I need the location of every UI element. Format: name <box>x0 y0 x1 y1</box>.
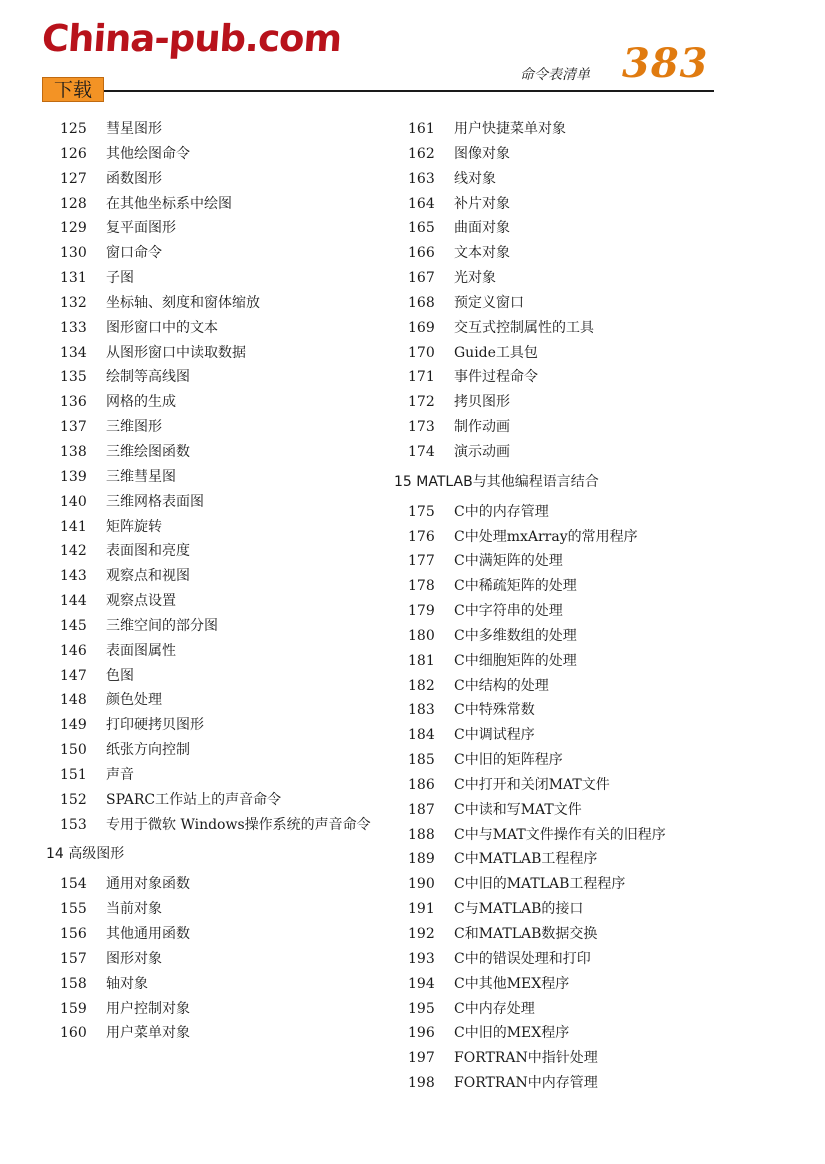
entry-number: 195 <box>408 1000 435 1017</box>
entry-text: C中读和写MAT文件 <box>454 801 582 818</box>
logo-text-china: China <box>40 17 157 60</box>
entry-number: 170 <box>408 344 435 361</box>
entry-text: 其他绘图命令 <box>106 145 190 162</box>
list-item <box>60 365 380 390</box>
list-item <box>408 365 738 390</box>
right-column <box>394 117 738 1096</box>
list-item <box>60 390 380 415</box>
entry-number: 154 <box>60 876 87 893</box>
entry-text: 在其他坐标系中绘图 <box>106 195 232 212</box>
entry-number: 159 <box>60 1000 87 1017</box>
page-number: 383 <box>622 40 709 87</box>
list-item <box>60 490 380 515</box>
entry-text: 图像对象 <box>454 145 510 162</box>
list-item <box>408 316 738 341</box>
entry-text: 纸张方向控制 <box>106 742 190 759</box>
list-item <box>408 291 738 316</box>
entry-text: 其他通用函数 <box>106 926 190 942</box>
entry-number: 157 <box>60 950 87 967</box>
logo-text-dot: . <box>243 17 260 60</box>
entry-number: 130 <box>60 245 87 262</box>
entry-text: 事件过程命令 <box>454 369 538 386</box>
entry-text: C中特殊常数 <box>454 702 535 719</box>
entry-number: 136 <box>60 394 87 411</box>
list-item <box>408 773 738 798</box>
list-item <box>60 664 380 689</box>
entry-text: C中旧的MEX程序 <box>454 1025 570 1042</box>
section-heading-14: 14 高级图形 <box>46 846 125 863</box>
entry-text: 坐标轴、刻度和窗体缩放 <box>106 294 260 311</box>
list-item <box>60 738 380 763</box>
entry-text: 观察点设置 <box>106 593 176 610</box>
list-item <box>408 997 738 1022</box>
left-entries-a <box>60 117 380 813</box>
entry-text: 交互式控制属性的工具 <box>454 319 594 336</box>
list-item <box>60 316 380 341</box>
entry-text: FORTRAN中指针处理 <box>454 1050 598 1067</box>
entry-text: 表面图和亮度 <box>106 543 190 560</box>
entry-text: 三维图形 <box>106 419 162 436</box>
entry-number: 171 <box>408 369 435 386</box>
entry-text: 窗口命令 <box>106 245 162 262</box>
entry-text: 三维空间的部分图 <box>106 617 218 634</box>
entry-number: 165 <box>408 220 435 237</box>
list-item <box>408 500 738 525</box>
entry-number: 155 <box>60 901 87 918</box>
entry-number: 180 <box>408 627 435 644</box>
entry-text: C中其他MEX程序 <box>454 975 570 992</box>
list-item <box>408 922 738 947</box>
entry-number: 193 <box>408 950 435 967</box>
entry-number: 134 <box>60 344 87 361</box>
list-item <box>408 167 738 192</box>
entry-number: 144 <box>60 593 87 610</box>
entry-number: 178 <box>408 578 435 595</box>
entry-number: 169 <box>408 319 435 336</box>
list-item <box>408 1071 738 1096</box>
list-item <box>60 241 380 266</box>
entry-number: 161 <box>408 121 435 137</box>
entry-number: 189 <box>408 851 435 868</box>
list-item <box>408 798 738 823</box>
entry-number: 150 <box>60 742 87 759</box>
entry-number: 128 <box>60 195 87 212</box>
entry-text: C中MATLAB工程程序 <box>454 851 598 868</box>
entry-number: 191 <box>408 901 435 918</box>
entry-number: 184 <box>408 727 435 744</box>
entry-number: 175 <box>408 503 435 520</box>
entry-number: 137 <box>60 419 87 436</box>
entry-number: 126 <box>60 145 87 162</box>
right-entries-b <box>408 500 738 1096</box>
entry-text: 从图形窗口中读取数据 <box>106 344 246 361</box>
entry-number: 182 <box>408 677 435 694</box>
entry-text: 线对象 <box>454 170 496 187</box>
entry-number: 172 <box>408 394 435 411</box>
entry-text: 制作动画 <box>454 419 510 436</box>
entry-text: 子图 <box>106 270 134 287</box>
entry-text: 拷贝图形 <box>454 394 510 411</box>
entry-text: 光对象 <box>454 270 496 287</box>
list-item <box>408 440 738 465</box>
entry-number: 147 <box>60 667 87 684</box>
entry-text: 用户菜单对象 <box>106 1025 190 1042</box>
entry-text: C中打开和关闭MAT文件 <box>454 776 610 793</box>
entry-text: C中旧的MATLAB工程程序 <box>454 876 626 893</box>
entry-number: 194 <box>408 975 435 992</box>
entry-number: 127 <box>60 170 87 187</box>
entry-number: 168 <box>408 294 435 311</box>
list-item <box>408 947 738 972</box>
list-item <box>60 763 380 788</box>
list-item <box>60 192 380 217</box>
header-rule <box>104 90 714 92</box>
entry-text: 三维网格表面图 <box>106 493 204 510</box>
entry-number: 196 <box>408 1025 435 1042</box>
entry-text: 网格的生成 <box>106 394 176 411</box>
logo-text-hyphen: - <box>152 17 171 60</box>
entry-number: 146 <box>60 642 87 659</box>
entry-text: FORTRAN中内存管理 <box>454 1075 598 1092</box>
entry-number: 176 <box>408 528 435 545</box>
entry-text: C中结构的处理 <box>454 677 549 694</box>
list-item <box>60 266 380 291</box>
list-item <box>408 823 738 848</box>
entry-text: 表面图属性 <box>106 642 176 659</box>
entry-text: C中的内存管理 <box>454 503 549 520</box>
list-item <box>60 291 380 316</box>
entry-text: 用户控制对象 <box>106 1000 190 1017</box>
entry-number: 151 <box>60 766 87 783</box>
entry-number: 177 <box>408 553 435 570</box>
entry-number: 133 <box>60 319 87 336</box>
list-item <box>60 117 380 142</box>
entry-number: 174 <box>408 443 435 460</box>
entry-number: 129 <box>60 220 87 237</box>
list-item <box>60 589 380 614</box>
entry-text: 矩阵旋转 <box>106 518 162 535</box>
list-item <box>408 649 738 674</box>
list-item <box>408 1021 738 1046</box>
entry-number: 148 <box>60 692 87 709</box>
entry-number: 142 <box>60 543 87 560</box>
list-item <box>60 639 380 664</box>
entry-text: C中的错误处理和打印 <box>454 950 591 967</box>
entry-text: C和MATLAB数据交换 <box>454 926 598 942</box>
list-item <box>408 872 738 897</box>
entry-number: 186 <box>408 776 435 793</box>
entry-number: 185 <box>408 752 435 769</box>
list-item <box>408 192 738 217</box>
list-item <box>408 549 738 574</box>
entry-number: 140 <box>60 493 87 510</box>
list-item <box>408 972 738 997</box>
entry-text: 预定义窗口 <box>454 294 524 311</box>
list-item <box>60 515 380 540</box>
entry-number: 198 <box>408 1075 435 1092</box>
entry-text: 图形窗口中的文本 <box>106 319 218 336</box>
list-item <box>60 1021 380 1046</box>
list-item <box>408 142 738 167</box>
list-item-153 <box>60 813 380 838</box>
entry-text: C中稀疏矩阵的处理 <box>454 578 577 595</box>
list-item <box>408 266 738 291</box>
entry-text: 函数图形 <box>106 170 162 187</box>
list-item <box>408 341 738 366</box>
list-item <box>60 997 380 1022</box>
list-item <box>60 713 380 738</box>
entry-text: 绘制等高线图 <box>106 369 190 386</box>
entry-text: 补片对象 <box>454 195 510 212</box>
entry-text: 复平面图形 <box>106 220 176 237</box>
entry-text: C与MATLAB的接口 <box>454 901 584 918</box>
entry-text: 用户快捷菜单对象 <box>454 121 566 137</box>
list-item <box>60 788 380 813</box>
entry-text: Guide工具包 <box>454 344 538 361</box>
entry-text: 当前对象 <box>106 901 162 918</box>
entry-number: 166 <box>408 245 435 262</box>
list-item <box>60 167 380 192</box>
entry-text: 观察点和视图 <box>106 568 190 585</box>
entry-text: SPARC工作站上的声音命令 <box>106 791 282 808</box>
entry-number: 187 <box>408 801 435 818</box>
entry-number: 145 <box>60 617 87 634</box>
entry-number: 138 <box>60 443 87 460</box>
entry-number: 167 <box>408 270 435 287</box>
entry-text: 彗星图形 <box>106 121 162 137</box>
entry-number: 164 <box>408 195 435 212</box>
entry-text: 专用于微软 Windows操作系统的声音命令 <box>106 816 371 833</box>
entry-number: 149 <box>60 717 87 734</box>
entry-text: 颜色处理 <box>106 692 162 709</box>
entry-text: C中字符串的处理 <box>454 603 563 620</box>
entry-number: 179 <box>408 603 435 620</box>
list-item <box>408 216 738 241</box>
list-item <box>60 947 380 972</box>
section-heading-15: 15 MATLAB与其他编程语言结合 <box>394 473 599 490</box>
entry-text: C中内存处理 <box>454 1000 535 1017</box>
list-item <box>60 142 380 167</box>
entry-text: C中满矩阵的处理 <box>454 553 563 570</box>
entry-number: 181 <box>408 652 435 669</box>
running-head: 命令表清单 <box>520 67 590 83</box>
entry-number: 190 <box>408 876 435 893</box>
list-item <box>408 847 738 872</box>
list-item <box>408 723 738 748</box>
entry-number: 131 <box>60 270 87 287</box>
china-pub-logo <box>40 17 343 60</box>
entry-number: 135 <box>60 369 87 386</box>
list-item <box>60 465 380 490</box>
list-item <box>60 922 380 947</box>
entry-text: 三维绘图函数 <box>106 443 190 460</box>
logo-text-com: com <box>256 17 343 60</box>
entry-number: 192 <box>408 926 435 942</box>
list-item <box>408 674 738 699</box>
list-item <box>60 415 380 440</box>
list-item <box>60 341 380 366</box>
list-item <box>60 614 380 639</box>
entry-text: 打印硬拷贝图形 <box>106 717 204 734</box>
entry-number: 188 <box>408 826 435 843</box>
entry-number: 183 <box>408 702 435 719</box>
list-item <box>408 390 738 415</box>
entry-number: 162 <box>408 145 435 162</box>
list-item <box>408 599 738 624</box>
list-item <box>408 624 738 649</box>
list-item <box>408 117 738 142</box>
entry-text: C中细胞矩阵的处理 <box>454 652 577 669</box>
entry-text: C中调试程序 <box>454 727 535 744</box>
list-item <box>60 440 380 465</box>
list-item <box>408 241 738 266</box>
entry-number: 132 <box>60 294 87 311</box>
left-column <box>46 117 380 1046</box>
entry-number: 139 <box>60 468 87 485</box>
entry-text: 演示动画 <box>454 443 510 460</box>
entry-text: 曲面对象 <box>454 220 510 237</box>
left-entries-b <box>60 872 380 1046</box>
entry-number: 163 <box>408 170 435 187</box>
entry-number: 173 <box>408 419 435 436</box>
right-entries-a <box>408 117 738 465</box>
list-item <box>408 897 738 922</box>
list-item <box>60 539 380 564</box>
entry-text: C中旧的矩阵程序 <box>454 752 563 769</box>
entry-text: 三维彗星图 <box>106 468 176 485</box>
list-item <box>408 1046 738 1071</box>
entry-number: 153 <box>60 816 87 833</box>
entry-text: 通用对象函数 <box>106 876 190 893</box>
entry-text: 色图 <box>106 667 134 684</box>
list-item <box>408 748 738 773</box>
list-item <box>408 698 738 723</box>
entry-text: 图形对象 <box>106 950 162 967</box>
entry-number: 156 <box>60 926 87 942</box>
entry-text: 声音 <box>106 766 134 783</box>
entry-text: 文本对象 <box>454 245 510 262</box>
entry-number: 143 <box>60 568 87 585</box>
list-item <box>60 216 380 241</box>
list-item <box>60 564 380 589</box>
entry-text: C中处理mxArray的常用程序 <box>454 528 638 545</box>
entry-text: 轴对象 <box>106 975 148 992</box>
entry-number: 152 <box>60 791 87 808</box>
entry-number: 125 <box>60 121 87 137</box>
entry-number: 141 <box>60 518 87 535</box>
list-item <box>408 525 738 550</box>
list-item <box>408 415 738 440</box>
list-item <box>60 972 380 997</box>
entry-number: 197 <box>408 1050 435 1067</box>
entry-text: C中多维数组的处理 <box>454 627 577 644</box>
entry-number: 160 <box>60 1025 87 1042</box>
entry-text: C中与MAT文件操作有关的旧程序 <box>454 826 666 843</box>
entry-number: 158 <box>60 975 87 992</box>
download-badge[interactable]: 下载 <box>42 77 104 102</box>
list-item <box>60 872 380 897</box>
list-item <box>60 897 380 922</box>
list-item <box>408 574 738 599</box>
logo-text-pub: pub <box>167 17 247 60</box>
list-item <box>60 688 380 713</box>
